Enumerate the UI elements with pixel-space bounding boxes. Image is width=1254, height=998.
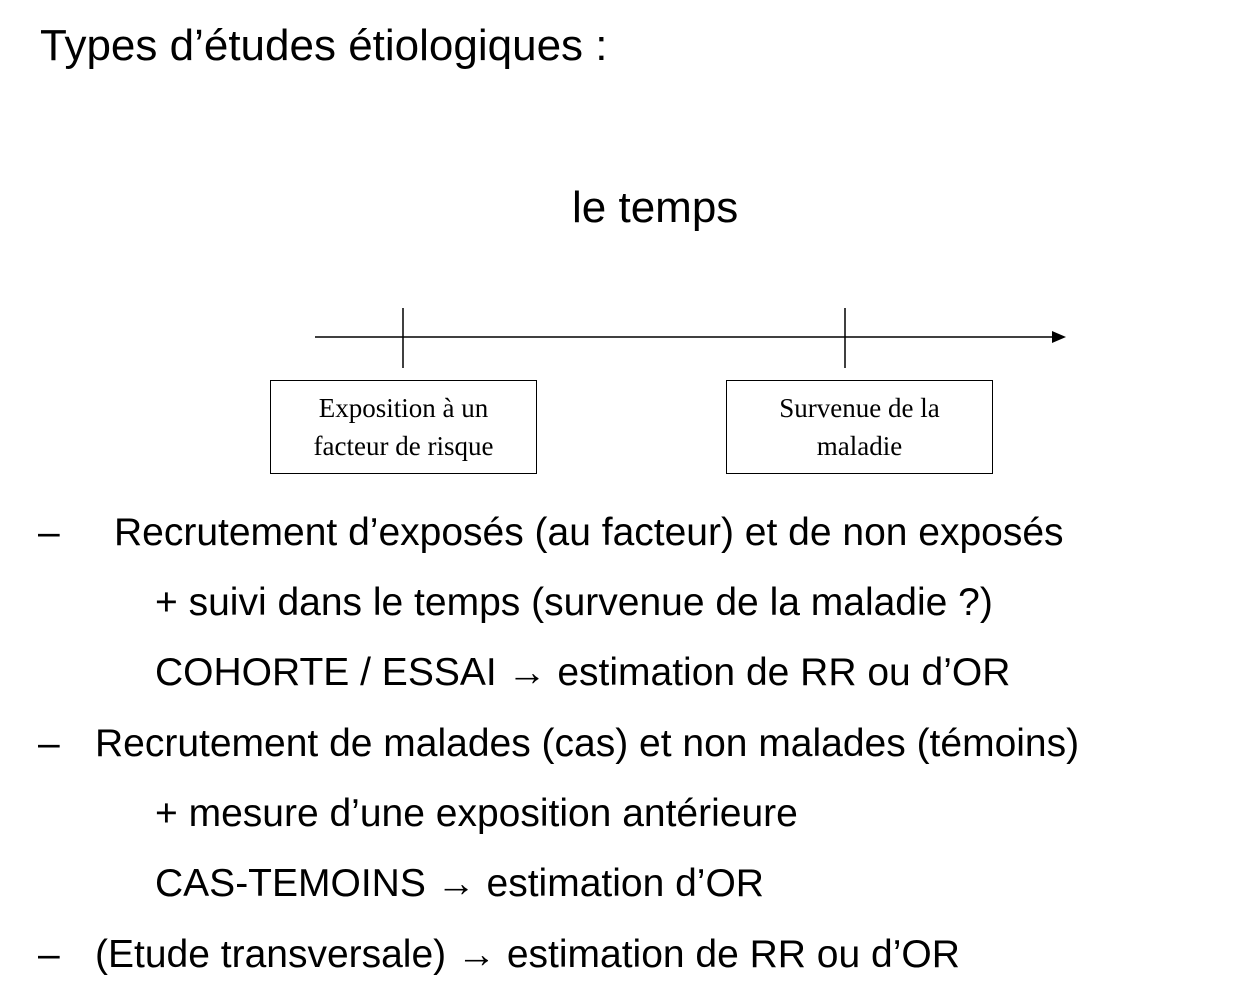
case-control-line1: Recrutement de malades (cas) et non malades (témoins)	[95, 722, 1080, 765]
case-control-line3: CAS-TEMOINS → estimation d’OR	[155, 862, 764, 905]
exposure-box	[270, 380, 537, 474]
disease-box-line2: maladie	[816, 431, 903, 461]
time-axis-arrowhead	[1052, 331, 1066, 343]
exposure-box-line2: facteur de risque	[313, 431, 494, 461]
bullet-dash: –	[38, 722, 60, 765]
cohort-line2: + suivi dans le temps (survenue de la maladie ?)	[155, 581, 993, 624]
timeline-label: le temps	[572, 183, 739, 232]
bullet-dash: –	[38, 511, 60, 554]
case-control-line2: + mesure d’une exposition antérieure	[155, 792, 798, 835]
disease-box-line1: Survenue de la	[779, 393, 940, 423]
cohort-line1: Recrutement d’exposés (au facteur) et de non exposés	[114, 511, 1064, 554]
cohort-line3: COHORTE / ESSAI → estimation de RR ou d’OR	[155, 651, 1011, 694]
bullet-dash: –	[38, 933, 60, 976]
cross-sectional-line1: (Etude transversale) → estimation de RR ou d’OR	[95, 933, 960, 976]
disease-box	[726, 380, 993, 474]
exposure-box-line1: Exposition à un	[318, 393, 489, 423]
slide-title: Types d’études étiologiques :	[40, 21, 608, 70]
